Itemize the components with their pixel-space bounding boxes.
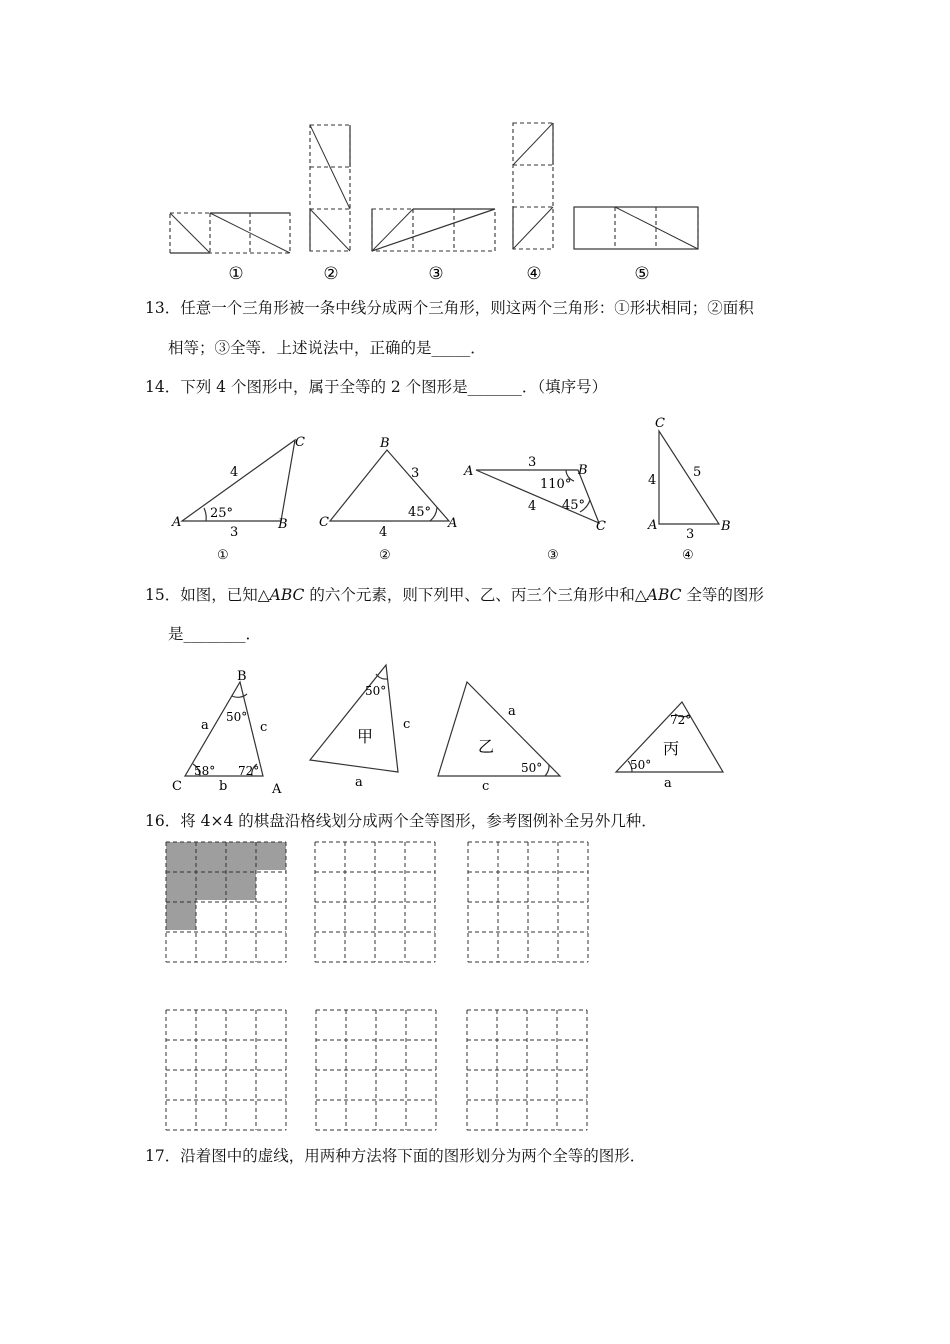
q15-jia-name: 甲 (357, 727, 374, 746)
q15-jia-side-a: a (355, 775, 363, 790)
q15-yi-name: 乙 (478, 737, 495, 756)
q15-jia-side-c: c (403, 717, 411, 732)
q15-bing-angle-left: 50° (630, 758, 652, 772)
q14-f4-B: B (721, 519, 731, 534)
q16-grid-6 (467, 1010, 587, 1130)
q17-line1: 17．沿着图中的虚线，用两种方法将下面的图形划分为两个全等的图形． (145, 1147, 646, 1165)
q15-ref-C: C (172, 779, 182, 794)
q15-jia-angle: 50° (365, 684, 387, 698)
q15-ref-A: A (272, 782, 282, 797)
q14-f3-side-ac: 4 (528, 499, 537, 514)
q14-f4-side-cb: 5 (693, 465, 702, 480)
q16-grid-2 (315, 842, 435, 962)
q15-figures (160, 660, 740, 800)
q15-yi-side-c: c (482, 779, 490, 794)
q15-ref-a: a (201, 718, 209, 733)
q14-f3-C: C (596, 519, 606, 534)
q14-f4-side-ca: 4 (648, 473, 657, 488)
q14-f3-A: A (464, 464, 474, 479)
q15-ref-B: B (237, 669, 247, 684)
q12-figures (160, 115, 720, 290)
q14-f3-angle-c: 45° (562, 498, 586, 513)
q14-f1-angle-a: 25° (210, 506, 234, 521)
q15-line1: 15．如图，已知△ABC 的六个元素，则下列甲、乙、丙三个三角形中和△ABC 全等的图形 (145, 586, 764, 604)
q14-f3-angle-b: 110° (540, 477, 572, 492)
q15-ref-angle-b: 50° (226, 710, 248, 724)
q14-f3-label: ③ (547, 548, 559, 563)
q12-label-4: ④ (526, 264, 542, 284)
q15-bing-side-a: a (664, 776, 672, 791)
q13-line2: 相等；③全等．上述说法中，正确的是_____． (168, 339, 486, 357)
q15-bing-name: 丙 (663, 739, 680, 758)
q14-f3-B: B (578, 463, 588, 478)
q15-ref-angle-a: 72° (238, 764, 260, 778)
q15-ref-c: c (260, 720, 268, 735)
q15-line2: 是________． (168, 625, 262, 643)
q14-f2-side-ca: 4 (379, 525, 388, 540)
q14-f2-angle-a: 45° (408, 505, 432, 520)
q15-bing-angle-top: 72° (670, 713, 692, 727)
q14-f3-side-ab: 3 (528, 455, 537, 470)
q14-f2-C: C (319, 515, 329, 530)
q14-f1-B: B (278, 517, 288, 532)
q14-f2-side-ab: 3 (411, 466, 420, 481)
q12-label-2: ② (323, 264, 339, 284)
q13-line1: 13．任意一个三角形被一条中线分成两个三角形，则这两个三角形：①形状相同；②面积 (145, 299, 754, 317)
q14-f4-A: A (648, 518, 658, 533)
q14-f1-label: ① (217, 548, 229, 563)
q14-f1-A: A (172, 515, 182, 530)
q15-yi-angle: 50° (521, 761, 543, 775)
q14-f4-side-ab: 3 (686, 527, 695, 542)
q16-grid-5 (316, 1010, 436, 1130)
q14-line1: 14．下列 4 个图形中，属于全等的 2 个图形是_______．（填序号） (145, 378, 608, 396)
q16-grid-4 (166, 1010, 286, 1130)
q12-label-3: ③ (428, 264, 444, 284)
q12-label-1: ① (228, 264, 244, 284)
q14-f4-C: C (655, 416, 665, 431)
q16-line1: 16．将 4×4 的棋盘沿格线划分成两个全等图形，参考图例补全另外几种． (145, 812, 657, 830)
q14-f4-label: ④ (682, 548, 694, 563)
q15-ref-angle-c: 58° (194, 764, 216, 778)
q14-f1-side-ac: 4 (230, 465, 239, 480)
q14-f2-label: ② (379, 548, 391, 563)
q16-grids (160, 835, 600, 1135)
q16-grid-3 (468, 842, 588, 962)
q14-f2-A: A (448, 516, 458, 531)
q14-f2-B: B (380, 436, 390, 451)
q14-f1-C: C (295, 435, 305, 450)
q15-yi-side-a: a (508, 704, 516, 719)
q14-f1-side-ab: 3 (230, 525, 239, 540)
q14-figures (160, 410, 760, 570)
q15-ref-b: b (219, 779, 228, 794)
q12-label-5: ⑤ (634, 264, 650, 284)
